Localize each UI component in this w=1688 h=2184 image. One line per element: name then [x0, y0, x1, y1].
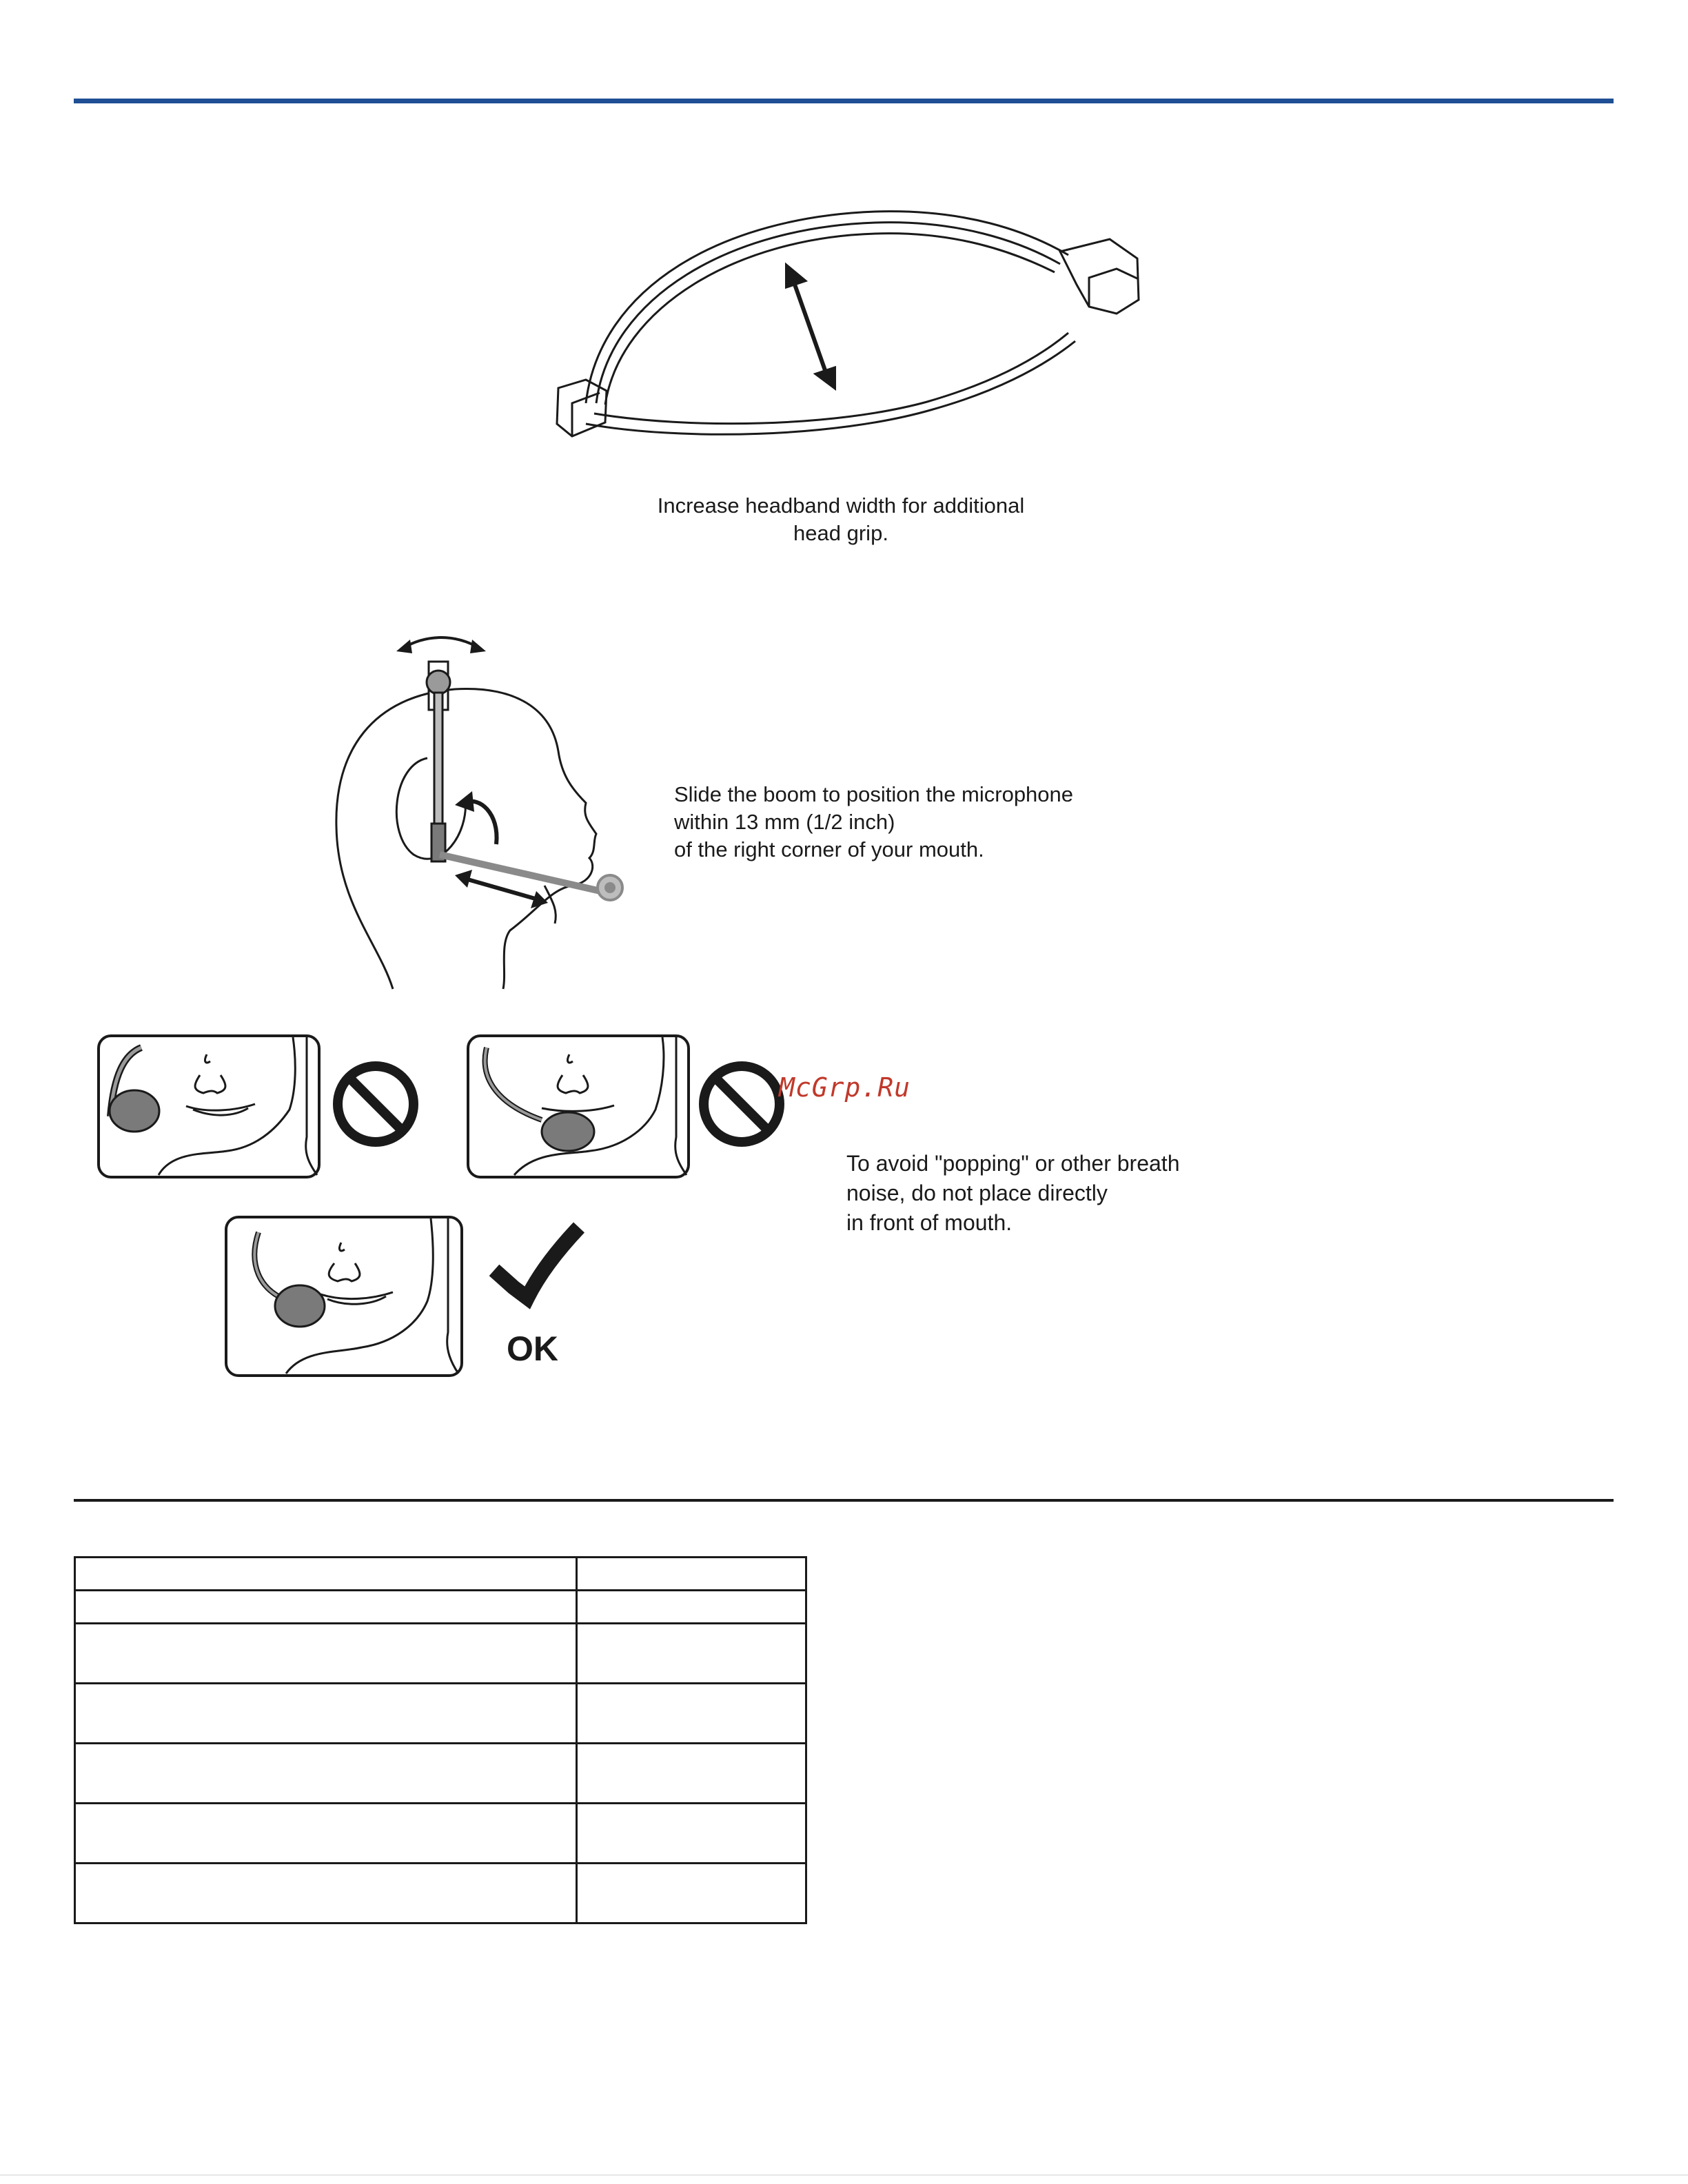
table-cell — [577, 1591, 806, 1624]
watermark: McGrp.Ru — [779, 1072, 911, 1103]
table-cell — [75, 1558, 577, 1591]
table-row — [75, 1558, 806, 1591]
placement-caption-line: in front of mouth. — [846, 1210, 1013, 1235]
table-row — [75, 1624, 806, 1684]
header-rule — [74, 99, 1614, 103]
mic-placement-wrong-2 — [466, 1034, 790, 1189]
table-cell — [75, 1804, 577, 1864]
table-cell — [75, 1864, 577, 1923]
ok-label: OK — [507, 1329, 558, 1368]
table-row — [75, 1591, 806, 1624]
placement-caption-line: To avoid "popping" or other breath — [846, 1151, 1180, 1176]
table-cell — [577, 1624, 806, 1684]
boom-illustration — [331, 627, 641, 992]
boom-caption — [674, 781, 1157, 864]
boom-caption-line: of the right corner of your mouth. — [674, 837, 984, 861]
headband-caption — [572, 492, 1110, 547]
table-cell — [75, 1591, 577, 1624]
table-cell — [75, 1684, 577, 1744]
table-cell — [577, 1558, 806, 1591]
mic-placement-wrong-1 — [96, 1034, 420, 1189]
table-cell — [75, 1624, 577, 1684]
table-cell — [577, 1744, 806, 1804]
table-row — [75, 1684, 806, 1744]
headband-illustration — [545, 203, 1151, 465]
placement-caption — [846, 1149, 1329, 1238]
table-cell — [577, 1804, 806, 1864]
section-rule — [74, 1499, 1614, 1502]
spec-table — [74, 1556, 807, 1924]
table-cell — [75, 1744, 577, 1804]
headband-caption-line: head grip. — [793, 521, 888, 545]
table-row — [75, 1864, 806, 1923]
table-cell — [577, 1684, 806, 1744]
table-cell — [577, 1864, 806, 1923]
boom-caption-line: Slide the boom to position the microphone — [674, 782, 1074, 806]
table-row — [75, 1804, 806, 1864]
table-row — [75, 1744, 806, 1804]
boom-caption-line: within 13 mm (1/2 inch) — [674, 810, 895, 834]
footer-rule — [0, 2174, 1688, 2176]
headband-caption-line: Increase headband width for additional — [657, 493, 1025, 518]
placement-caption-line: noise, do not place directly — [846, 1181, 1108, 1205]
